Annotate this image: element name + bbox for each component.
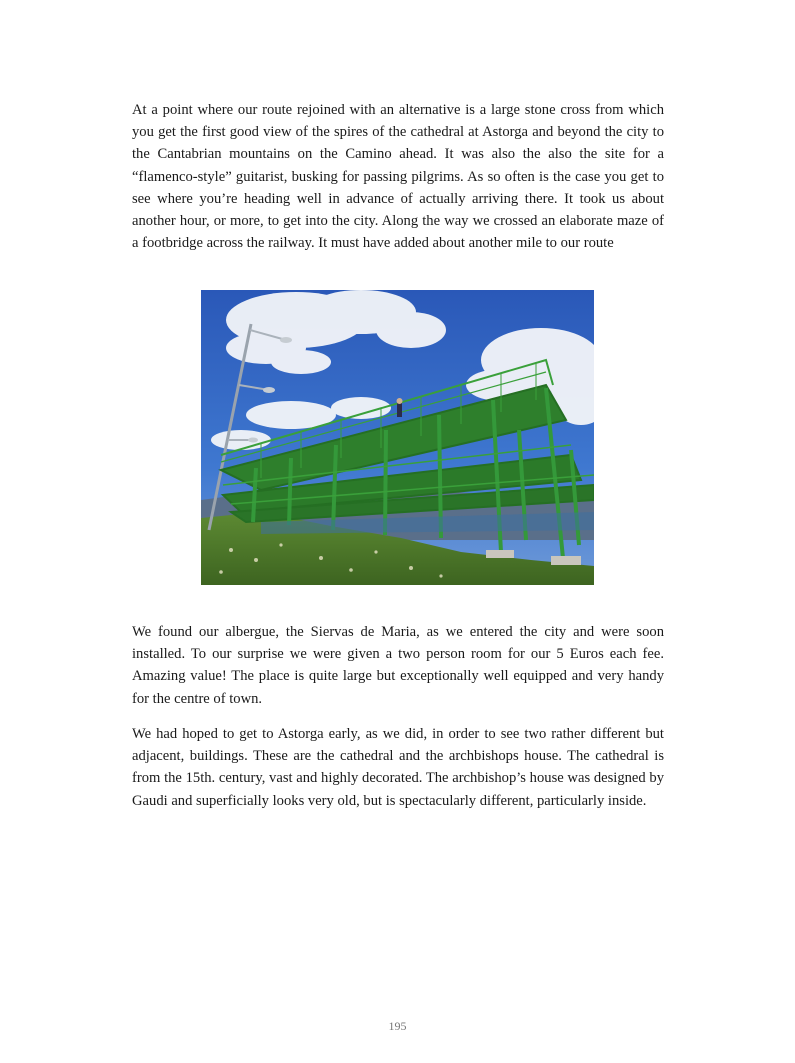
paragraph-albergue: We found our albergue, the Siervas de Maria, as we entered the city and were soon installed. To our surprise we were given a two person room for our 5 Euros each fee. Amazing value! The place is quite large but exceptionally well equipped and very handy for the centre of town.: [132, 624, 664, 707]
footbridge-photo: [201, 290, 594, 585]
paragraph-route-description: At a point where our route rejoined with an alternative is a large stone cross from which you get the first good view of the spires of the cathedral at Astorga and beyond the city to the Cantabrian mountains on the Camino ahead. It was also the also the site for a “flamenco-style” guitarist, busking for passing pilgrims. As so often is the case you get to see where you’re heading well in advance of actually arriving there. It took us about another hour, or more, to get into the city. Along the way we crossed an elaborate maze of a footbridge across the railway. It must have added about another mile to our route: [132, 102, 664, 252]
paragraph-astorga-buildings: We had hoped to get to Astorga early, as we did, in order to see two rather different but adjacent, buildings. These are the cathedral and the archbishops house. The cathedral is from the 15th. century, vast and highly decorated. The archbishop’s house was designed by Gaudi and superficially looks very old, but is spectacularly different, particularly inside.: [132, 726, 664, 809]
page-number: 195: [388, 1019, 407, 1033]
